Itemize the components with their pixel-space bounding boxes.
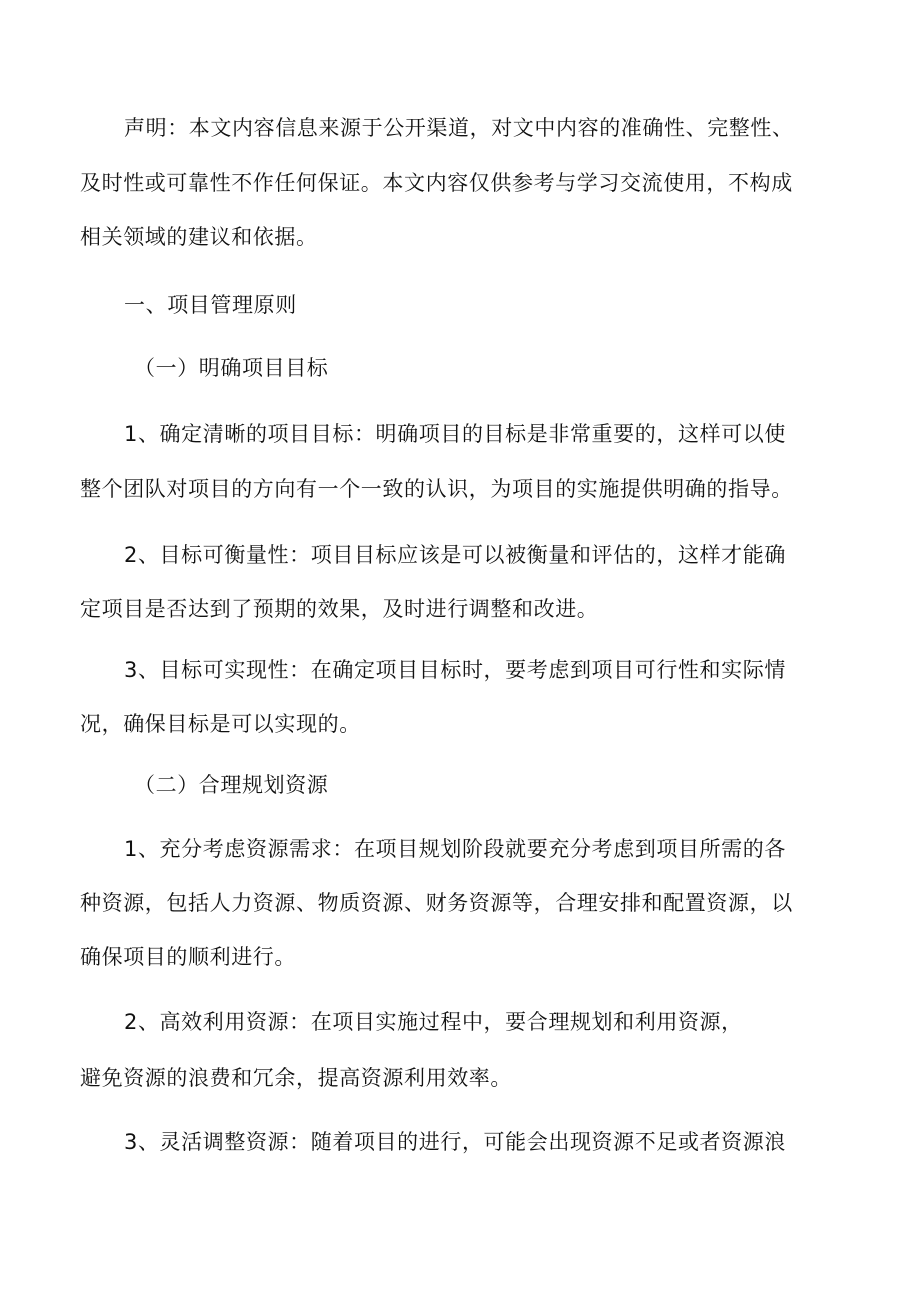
subsection-heading-1: （一）明确项目目标 bbox=[134, 356, 329, 380]
paragraph-1-1-line-1: 1、确定清晰的项目目标：明确项目的目标是非常重要的，这样可以使 bbox=[124, 422, 786, 446]
paragraph-2-2-line-2: 避免资源的浪费和冗余，提高资源利用效率。 bbox=[80, 1066, 512, 1090]
paragraph-2-2-line-1: 2、高效利用资源：在项目实施过程中，要合理规划和利用资源， bbox=[124, 1010, 743, 1034]
paragraph-1-3-line-2: 况，确保目标是可以实现的。 bbox=[80, 712, 361, 736]
paragraph-2-1-line-2: 种资源，包括人力资源、物质资源、财务资源等，合理安排和配置资源，以 bbox=[80, 891, 793, 915]
section-heading: 一、项目管理原则 bbox=[124, 293, 297, 317]
paragraph-2-3-line-1: 3、灵活调整资源：随着项目的进行，可能会出现资源不足或者资源浪 bbox=[124, 1130, 786, 1154]
paragraph-1-2-line-1: 2、目标可衡量性：项目目标应该是可以被衡量和评估的，这样才能确 bbox=[124, 543, 786, 567]
paragraph-1-1-line-2: 整个团队对项目的方向有一个一致的认识，为项目的实施提供明确的指导。 bbox=[80, 477, 793, 501]
paragraph-2-1-line-3: 确保项目的顺利进行。 bbox=[80, 945, 296, 969]
disclaimer-line-1: 声明：本文内容信息来源于公开渠道，对文中内容的准确性、完整性、 bbox=[124, 116, 794, 140]
paragraph-2-1-line-1: 1、充分考虑资源需求：在项目规划阶段就要充分考虑到项目所需的各 bbox=[124, 837, 786, 861]
subsection-heading-2: （二）合理规划资源 bbox=[134, 773, 329, 797]
paragraph-1-3-line-1: 3、目标可实现性：在确定项目目标时，要考虑到项目可行性和实际情 bbox=[124, 658, 786, 682]
disclaimer-line-2: 及时性或可靠性不作任何保证。本文内容仅供参考与学习交流使用，不构成 bbox=[80, 171, 793, 195]
paragraph-1-2-line-2: 定项目是否达到了预期的效果，及时进行调整和改进。 bbox=[80, 597, 599, 621]
disclaimer-line-3: 相关领域的建议和依据。 bbox=[80, 225, 318, 249]
